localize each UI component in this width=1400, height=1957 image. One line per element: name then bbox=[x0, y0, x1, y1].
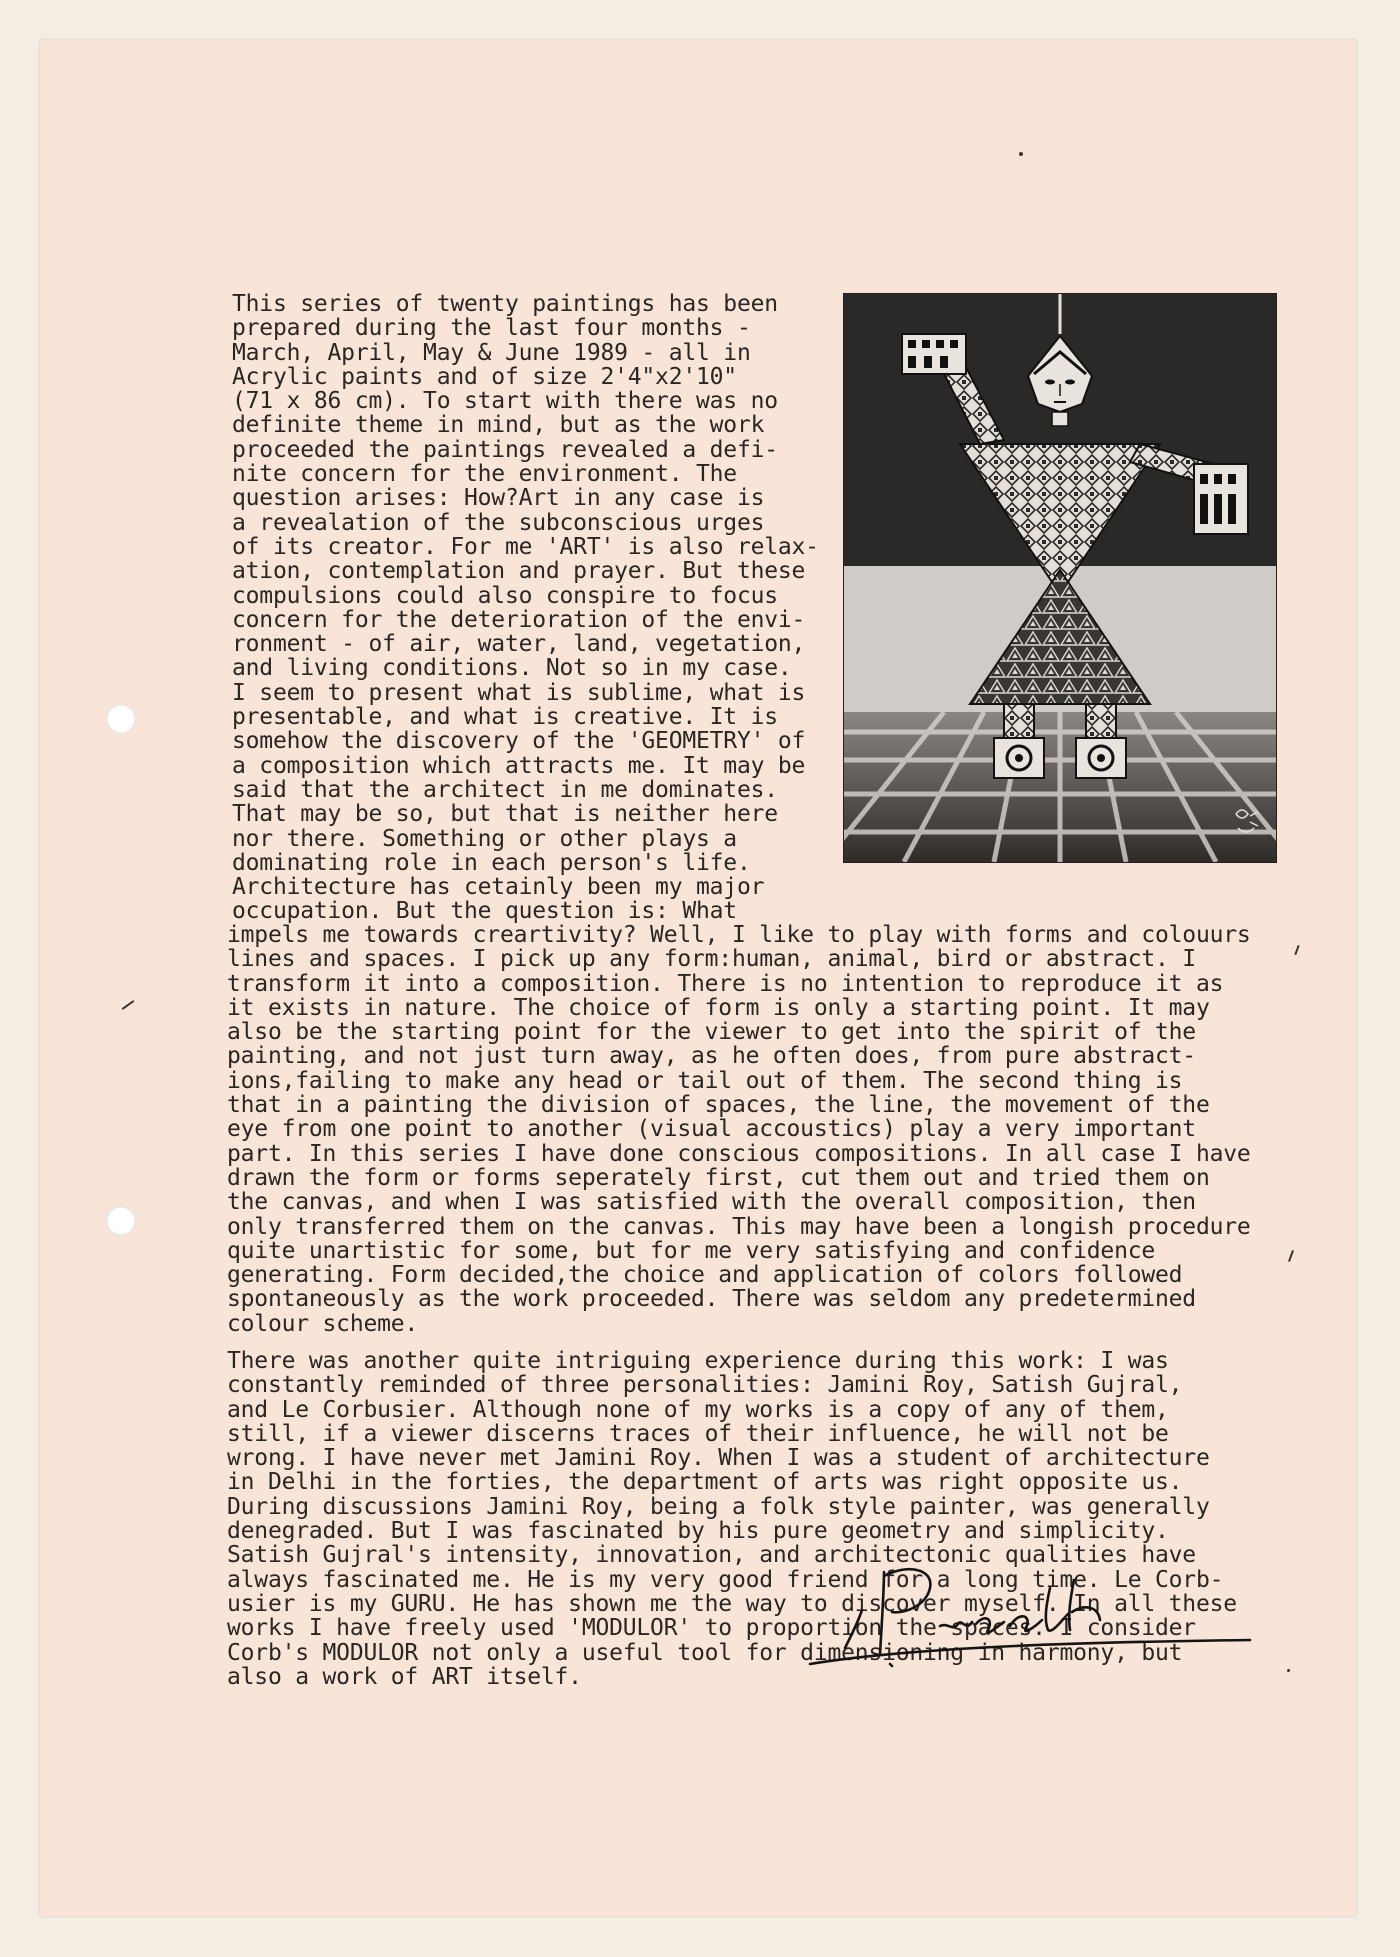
punch-hole bbox=[106, 704, 136, 734]
paragraph-influences: There was another quite intriguing experience during this work: I was constantly reminded of three personalities: Jamini Roy, Satish Gujral, and Le Corbusier. Although none of my works is a copy of any of them, still, if a viewer discerns traces of their influence, he will not be wrong. I have never met Jamini Roy. When I was a student of architecture in Delhi in the forties, the department of arts was right opposite us. During discussions Jamini Roy, being a folk style painter, was generally denegraded. But I was fascinated by his pure geometry and simplicity. Satish Gujral's intensity, innovation, and architectonic qualities have always fascinated me. He is my very good friend for a long time. Le Corb- usier is my GURU. He has shown me the way to discover myself. In all these works I have freely used 'MODULOR' to proportion the spaces. I consider Corb's MODULOR not only a useful tool for dimensioning in harmony, but also a work of ART itself. bbox=[227, 1348, 1237, 1690]
paragraph-intro: This series of twenty paintings has been prepared during the last four months - March, April, May & June 1989 - all in Acrylic paints and of size 2'4"x2'10" (71 x 86 cm). To start with there was no definite theme in mind, but as the work proceeded the paintings revealed a defi- nite concern for the environment. The question arises: How?Art in any case is a revealation of the subconscious urges of its creator. For me 'ART' is also relax- ation, contemplation and prayer. But these compulsions could also conspire to focus concern for the deterioration of the envi- ronment - of air, water, land, vegetation, and living conditions. Not so in my case. I seem to present what is sublime, what is presentable, and what is creative. It is somehow the discovery of the 'GEOMETRY' of a composition which attracts me. It may be said that the architect in me dominates. That may be so, but that is neither here nor there. Something or other plays a dominating role in each person's life. Architecture has cetainly been my major occupation. But the question is: What bbox=[232, 291, 819, 925]
handwritten-signature-icon bbox=[800, 1560, 1260, 1670]
ink-speck bbox=[1019, 152, 1023, 156]
punch-hole bbox=[106, 1206, 136, 1236]
pencil-mark bbox=[1288, 1250, 1294, 1262]
pencil-mark bbox=[1294, 945, 1299, 955]
geometric-figure-painting-icon bbox=[844, 294, 1276, 862]
paragraph-intro-continued: impels me towards creartivity? Well, I like to play with forms and colouurs lines and spaces. I pick up any form:human, animal, bird or abstract. I transform it into a composition. There is no intention to reproduce it as it exists in nature. The choice of form is only a starting point. It may also be the starting point for the viewer to get into the spirit of the painting, and not just turn away, as he often does, from pure abstract- ions,failing to make any head or tail out of them. The second thing is that in a painting the division of spaces, the line, the movement of the eye from one point to another (visual accoustics) play a very important part. In this series I have done conscious compositions. In all case I have drawn the form or forms seperately first, cut them out and tried them on the canvas, and when I was satisfied with the overall composition, then only transferred them on the canvas. This may have been a longish procedure quite unartistic for some, but for me very satisfying and confidence generating. Form decided,the choice and application of colors followed spontaneously as the work proceeded. There was seldom any predetermined colour scheme. bbox=[227, 922, 1251, 1337]
pencil-mark bbox=[122, 1000, 135, 1010]
ink-speck bbox=[1287, 1669, 1290, 1672]
artwork-illustration bbox=[843, 293, 1277, 863]
